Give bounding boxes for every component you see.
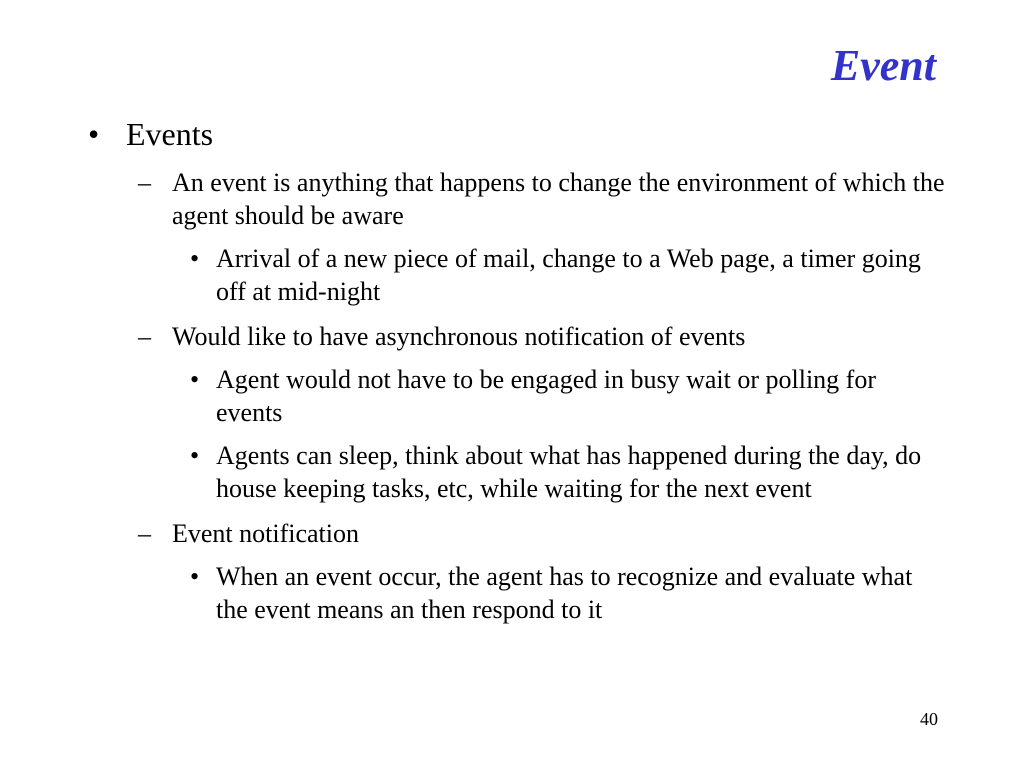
bullet-text: Event notification	[172, 519, 360, 548]
dash-icon: –	[138, 322, 151, 351]
bullet-text: Would like to have asynchronous notification of events	[172, 322, 746, 351]
bullet-dot-icon: •	[190, 441, 200, 470]
bullet-level3	[190, 363, 948, 429]
bullet-level2	[138, 166, 948, 232]
page-number: 40	[920, 709, 938, 729]
bullet-text: Arrival of a new piece of mail, change to a Web page, a timer going off at mid-night	[216, 244, 921, 306]
bullet-dot-icon: •	[190, 244, 200, 273]
bullet-dot-icon: •	[190, 365, 200, 394]
bullet-dot-icon: •	[88, 116, 100, 152]
bullet-level3	[190, 242, 948, 308]
dash-icon: –	[138, 168, 151, 197]
slide-content	[88, 114, 948, 626]
bullet-dot-icon: •	[190, 562, 200, 591]
bullet-level3	[190, 439, 948, 505]
bullet-text: Agents can sleep, think about what has happened during the day, do house keeping tasks, etc, while waiting for the next event	[216, 441, 922, 503]
bullet-level3	[190, 560, 948, 626]
slide-title: Event	[830, 41, 936, 90]
bullet-level2	[138, 320, 948, 353]
dash-icon: –	[138, 519, 151, 548]
bullet-level1	[88, 114, 948, 154]
bullet-heading: Events	[126, 116, 214, 152]
bullet-level2	[138, 517, 948, 550]
bullet-text: An event is anything that happens to change the environment of which the agent should be aware	[172, 168, 945, 230]
bullet-text: When an event occur, the agent has to recognize and evaluate what the event means an then respond to it	[216, 562, 913, 624]
bullet-text: Agent would not have to be engaged in busy wait or polling for events	[216, 365, 876, 427]
